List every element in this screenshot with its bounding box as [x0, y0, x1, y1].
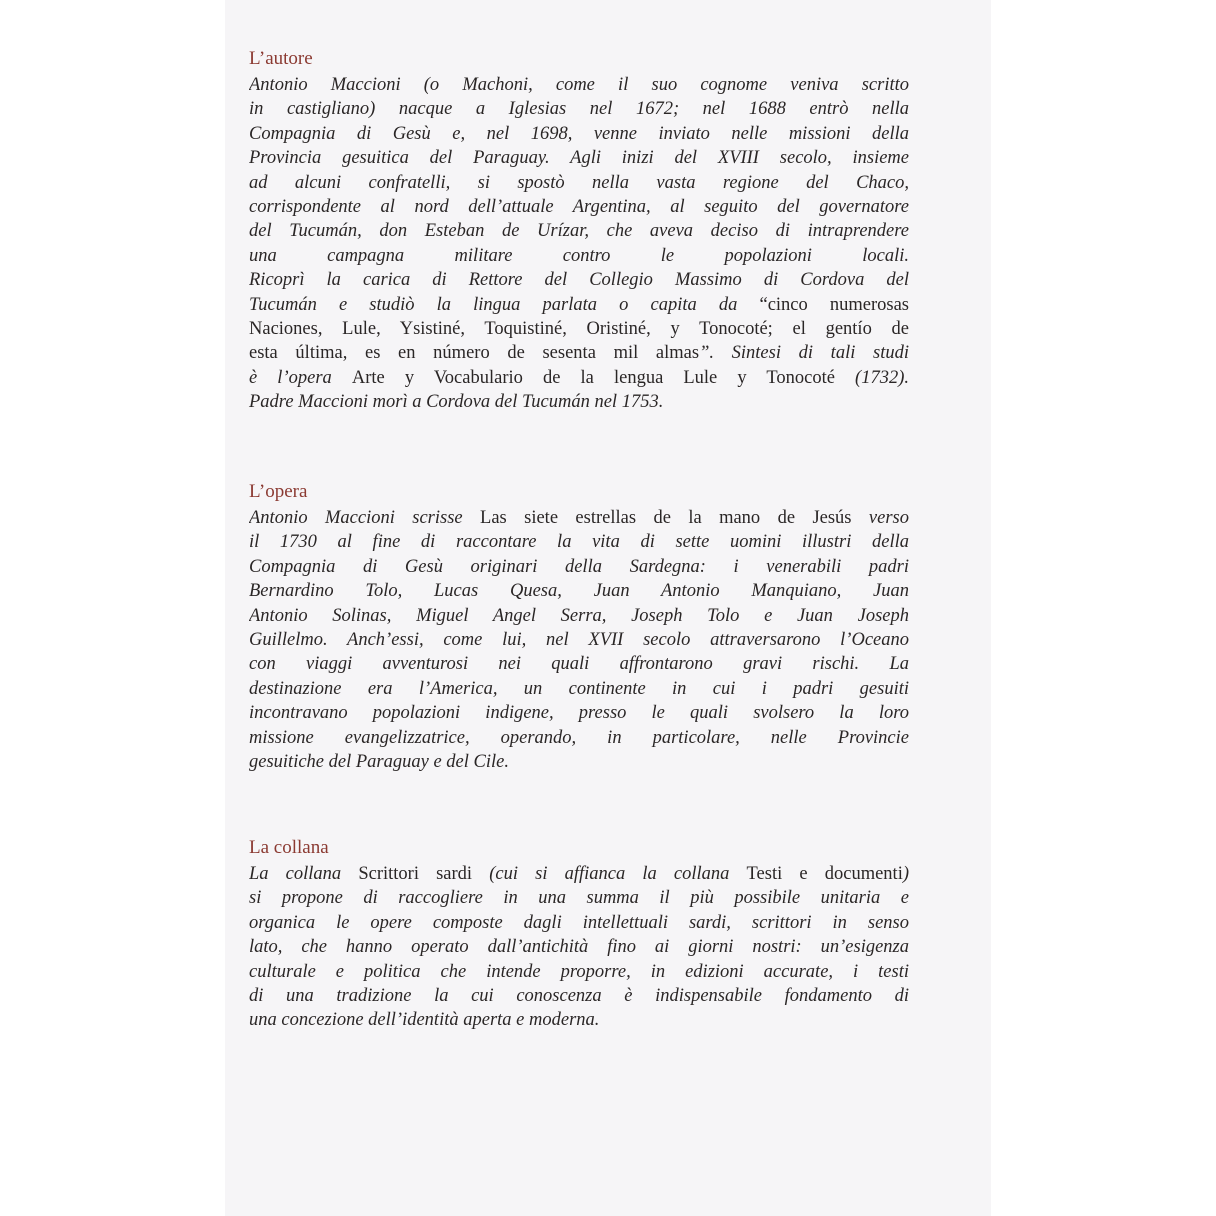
- section-autore: [249, 47, 909, 414]
- section-body-collana: [249, 862, 909, 1033]
- text-line: [249, 726, 909, 750]
- section-body-autore: [249, 73, 909, 414]
- text-segment: “cinco numerosas: [759, 294, 909, 315]
- text-line: [249, 911, 909, 935]
- text-segment: del Tucumán, don Esteban de Urízar, che aveva deciso di intraprendere: [249, 221, 909, 242]
- text-segment: organica le opere composte dagli intellettuali sardi, scrittori in senso: [249, 912, 909, 933]
- section-collana: [249, 836, 909, 1033]
- text-segment: Scrittori sardi: [358, 864, 490, 884]
- text-line: [249, 146, 909, 170]
- text-segment: Las siete estrellas de la mano de Jesús: [480, 508, 869, 528]
- text-segment: lato, che hanno operato dall’antichità fino ai giorni nostri: un’esigenza: [249, 937, 909, 958]
- text-line: [249, 268, 909, 292]
- text-line: [249, 506, 909, 530]
- text-segment: (cui si affianca la collana: [489, 864, 747, 884]
- text-segment: di una tradizione la cui conoscenza è indispensabile fondamento di: [249, 985, 909, 1006]
- text-line: [249, 73, 909, 97]
- text-line: [249, 604, 909, 628]
- text-line: [249, 984, 909, 1008]
- text-line: [249, 960, 909, 984]
- text-line: [249, 390, 909, 414]
- section-heading-collana: La collana: [249, 837, 329, 858]
- text-segment: destinazione era l’America, un continente in cui i padri gesuiti: [249, 678, 909, 699]
- text-segment: Bernardino Tolo, Lucas Quesa, Juan Antonio Manquiano, Juan: [249, 581, 909, 602]
- text-line: [249, 750, 909, 774]
- text-segment: Ricoprì la carica di Rettore del Collegio Massimo di Cordova del: [249, 270, 909, 291]
- text-segment: con viaggi avventurosi nei quali affrontarono gravi rischi. La: [249, 654, 909, 675]
- section-body-opera: [249, 506, 909, 774]
- text-line: [249, 195, 909, 219]
- text-segment: Compagnia di Gesù e, nel 1698, venne inviato nelle missioni della: [249, 123, 909, 144]
- text-segment: si propone di raccogliere in una summa il più possibile unitaria e: [249, 888, 909, 909]
- text-line: [249, 555, 909, 579]
- section-opera: [249, 480, 909, 774]
- text-line: [249, 677, 909, 701]
- text-line: [249, 171, 909, 195]
- text-line: [249, 1008, 909, 1032]
- text-segment: incontravano popolazioni indigene, presso le quali svolsero la loro: [249, 703, 909, 724]
- text-segment: corrispondente al nord dell’attuale Argentina, al seguito del governatore: [249, 196, 909, 217]
- text-segment: in castigliano) nacque a Iglesias nel 1672; nel 1688 entrò nella: [249, 99, 909, 120]
- text-segment: Provincia gesuitica del Paraguay. Agli inizi del XVIII secolo, insieme: [249, 148, 909, 169]
- section-heading-opera: L’opera: [249, 481, 308, 502]
- text-line: [249, 628, 909, 652]
- text-segment: Guillelmo. Anch’essi, come lui, nel XVII secolo attraversarono l’Oceano: [249, 629, 909, 650]
- text-line: [249, 366, 909, 390]
- text-line: [249, 244, 909, 268]
- text-segment: verso: [868, 508, 909, 528]
- text-segment: il 1730 al fine di raccontare la vita di sette uomini illustri della: [249, 532, 909, 553]
- text-segment: esta última, es en número de sesenta mil almas: [249, 343, 700, 364]
- text-segment: ”. Sintesi di tali studi: [699, 343, 909, 364]
- text-line: [249, 530, 909, 554]
- text-line: [249, 122, 909, 146]
- text-segment: una concezione dell’identità aperta e moderna.: [249, 1010, 600, 1031]
- text-segment: Tucumán e studiò la lingua parlata o capita da: [249, 294, 760, 315]
- text-segment: Antonio Maccioni scrisse: [249, 508, 481, 528]
- book-back-cover: [225, 0, 991, 1216]
- text-segment: culturale e politica che intende proporre, in edizioni accurate, i testi: [249, 961, 909, 982]
- text-line: [249, 97, 909, 121]
- text-segment: gesuitiche del Paraguay e del Cile.: [249, 751, 509, 772]
- text-line: [249, 317, 909, 341]
- text-line: [249, 935, 909, 959]
- text-line: [249, 886, 909, 910]
- text-segment: Arte y Vocabulario de la lengua Lule y Tonocoté: [351, 367, 856, 388]
- text-line: [249, 652, 909, 676]
- text-segment: è l’opera: [249, 367, 352, 388]
- text-segment: missione evangelizzatrice, operando, in particolare, nelle Provincie: [249, 727, 909, 748]
- text-line: [249, 862, 909, 886]
- text-segment: Antonio Maccioni (o Machoni, come il suo cognome veniva scritto: [249, 75, 909, 95]
- text-line: [249, 701, 909, 725]
- text-segment: una campagna militare contro le popolazioni locali.: [249, 245, 909, 266]
- text-line: [249, 579, 909, 603]
- text-line: [249, 219, 909, 243]
- text-segment: ): [902, 864, 909, 884]
- section-heading-autore: L’autore: [249, 48, 313, 69]
- text-line: [249, 341, 909, 365]
- text-segment: ad alcuni confratelli, si spostò nella vasta regione del Chaco,: [249, 172, 909, 193]
- text-segment: (1732).: [855, 367, 909, 388]
- text-segment: Padre Maccioni morì a Cordova del Tucumán nel 1753.: [249, 392, 664, 413]
- text-segment: Naciones, Lule, Ysistiné, Toquistiné, Oristiné, y Tonocoté; el gentío de: [249, 318, 909, 339]
- text-segment: Antonio Solinas, Miguel Angel Serra, Joseph Tolo e Juan Joseph: [249, 605, 909, 626]
- text-line: [249, 293, 909, 317]
- text-segment: Compagnia di Gesù originari della Sardegna: i venerabili padri: [249, 556, 909, 577]
- text-segment: La collana: [249, 864, 359, 884]
- text-segment: Testi e documenti: [746, 864, 903, 884]
